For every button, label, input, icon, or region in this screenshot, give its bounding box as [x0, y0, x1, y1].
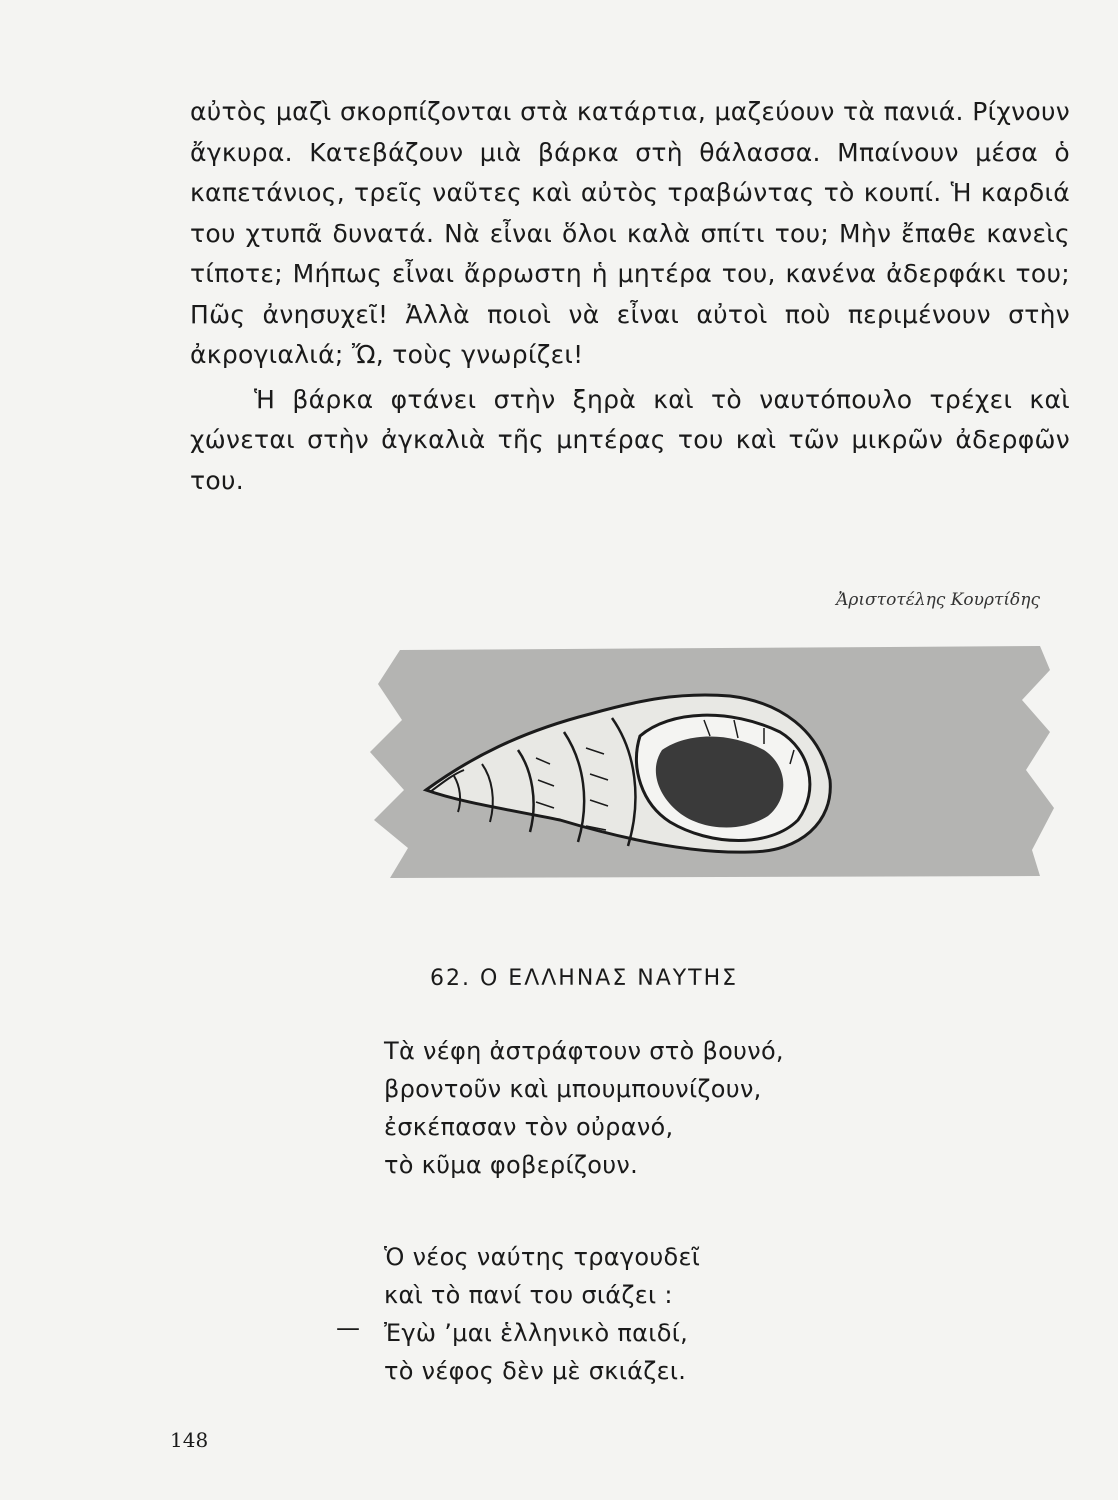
poem-title: 62. Ο ΕΛΛΗΝΑΣ ΝΑΥΤΗΣ	[430, 966, 739, 991]
poem-line: βροντοῦν καὶ μπουμπουνίζουν,	[384, 1075, 762, 1103]
page-number: 148	[170, 1428, 209, 1452]
poem-line: τὸ κῦμα φοβερίζουν.	[384, 1151, 639, 1179]
poem-line: Τὰ νέφη ἀστράφτουν στὸ βουνό,	[384, 1037, 784, 1065]
poem-line: ἐσκέπασαν τὸν οὐρανό,	[384, 1113, 674, 1141]
dialogue-dash: —	[336, 1314, 360, 1342]
paragraph-2: Ἡ βάρκα φτάνει στὴν ξηρὰ καὶ τὸ ναυτόπουλο τρέχει καὶ χώνεται στὴν ἀγκαλιὰ τῆς μητέρας του καὶ τῶν μικρῶν ἀδερφῶν του.	[190, 384, 1070, 495]
poem-line: Ὁ νέος ναύτης τραγουδεῖ	[384, 1243, 701, 1271]
poem-line: Ἐγὼ ’μαι ἑλληνικὸ παιδί,	[384, 1319, 689, 1347]
paragraph-1: αὐτὸς μαζὶ σκορπίζονται στὰ κατάρτια, μαζεύουν τὰ πανιά. Ρίχνουν ἄγκυρα. Κατεβάζουν μιὰ βάρκα στὴ θάλασσα. Μπαίνουν μέσα ὁ καπετάνιος, τρεῖς ναῦτες καὶ αὐτὸς τραβώντας τὸ κουπί. Ἡ καρδιά του χτυπᾶ δυνατά. Νὰ εἶναι ὅλοι καλὰ σπίτι του; Μὴν ἔπαθε κανεὶς τίποτε; Μήπως εἶναι ἄρρωστη ἡ μητέρα του, κανένα ἀδερφάκι του; Πῶς ἀνησυχεῖ! Ἀλλὰ ποιοὶ νὰ εἶναι αὐτοὶ ποὺ περιμένουν στὴν ἀκρογιαλιά; Ὤ, τοὺς γνωρίζει!	[190, 97, 1070, 369]
prose-block	[190, 92, 1070, 501]
author-attribution: Ἀριστοτέλης Κουρτίδης	[836, 590, 1040, 610]
poem-line: καὶ τὸ πανί του σιάζει :	[384, 1281, 673, 1309]
seashell-illustration	[350, 640, 1070, 880]
poem-stanza-2	[384, 1238, 700, 1390]
poem-line: τὸ νέφος δὲν μὲ σκιάζει.	[384, 1357, 687, 1385]
poem-stanza-1	[384, 1032, 784, 1184]
